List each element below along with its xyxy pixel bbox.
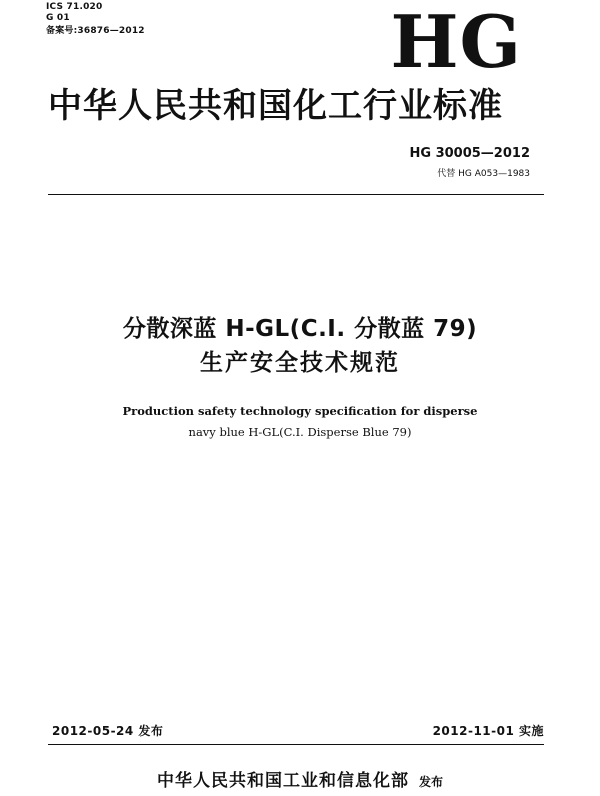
document-title-en-line1: Production safety technology specification for disperse xyxy=(122,404,478,418)
standard-category-title: 中华人民共和国化工行业标准 xyxy=(48,86,503,126)
publisher-line xyxy=(0,766,600,791)
standard-code: HG 30005—2012 xyxy=(409,146,530,161)
publisher-suffix: 发布 xyxy=(418,775,443,789)
replaces-note: 代替 HG A053—1983 xyxy=(437,169,530,179)
issue-date: 2012-05-24 发布 xyxy=(52,724,164,738)
top-divider xyxy=(48,194,544,195)
ics-code: ICS 71.020 xyxy=(46,2,103,12)
document-title-en-line2: navy blue H-GL(C.I. Disperse Blue 79) xyxy=(188,425,412,439)
document-title-cn-line1: 分散深蓝 H-GL(C.I. 分散蓝 79) xyxy=(122,316,478,342)
publisher-name: 中华人民共和国工业和信息化部 xyxy=(156,771,409,791)
bottom-divider xyxy=(48,744,544,745)
document-title-cn-line2: 生产安全技术规范 xyxy=(200,350,400,376)
ccs-code: G 01 xyxy=(46,13,70,23)
hg-logo: HG xyxy=(390,0,522,84)
filing-number: 备案号:36876—2012 xyxy=(46,26,145,36)
implementation-date: 2012-11-01 实施 xyxy=(432,724,544,738)
